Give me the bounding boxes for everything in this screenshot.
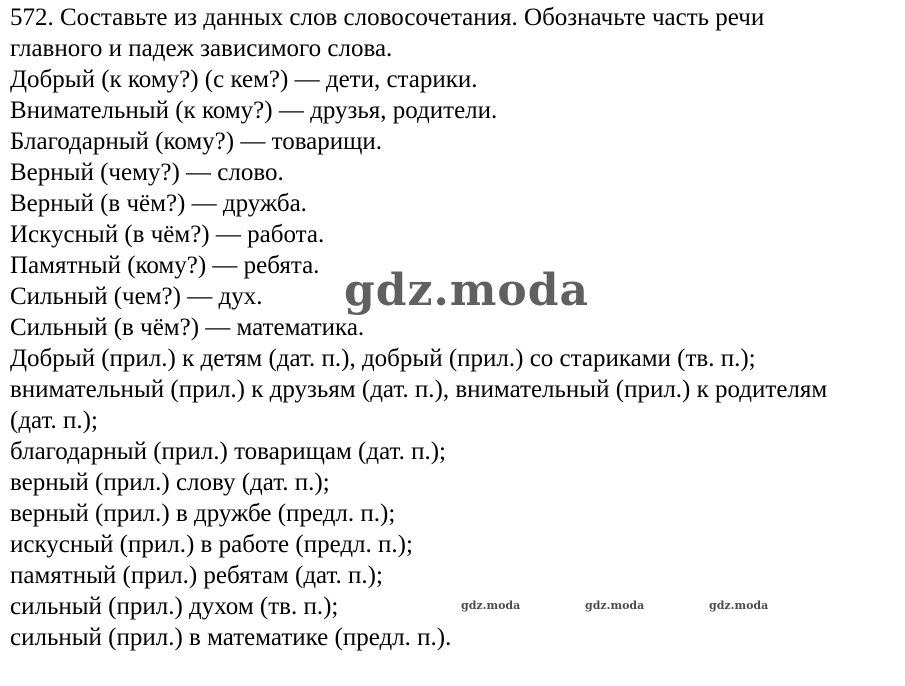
- word-pair-line: Сильный (в чём?) — математика.: [10, 314, 365, 341]
- answer-line: сильный (прил.) в математике (предл. п.).: [10, 624, 452, 651]
- exercise-task-line-2: главного и падеж зависимого слова.: [10, 35, 393, 62]
- answer-line: верный (прил.) в дружбе (предл. п.);: [10, 500, 396, 527]
- answer-line: (дат. п.);: [10, 407, 98, 434]
- word-pair-line: Искусный (в чём?) — работа.: [10, 221, 325, 248]
- word-pair-line: Внимательный (к кому?) — друзья, родители.: [10, 97, 498, 124]
- word-pair-line: Памятный (кому?) — ребята.: [10, 252, 320, 279]
- answer-line: благодарный (прил.) товарищам (дат. п.);: [10, 438, 446, 465]
- answer-line: памятный (прил.) ребятам (дат. п.);: [10, 562, 383, 589]
- answer-line: искусный (прил.) в работе (предл. п.);: [10, 531, 413, 558]
- word-pair-line: Сильный (чем?) — дух.: [10, 283, 263, 310]
- answer-line: внимательный (прил.) к друзьям (дат. п.), внимательный (прил.) к родителям: [10, 376, 828, 403]
- watermark-large: gdz.moda: [344, 265, 590, 316]
- exercise-task-line-1: 572. Составьте из данных слов словосочетания. Обозначьте часть речи: [10, 4, 765, 31]
- word-pair-line: Верный (в чём?) — дружба.: [10, 190, 307, 217]
- word-pair-line: Добрый (к кому?) (с кем?) — дети, старики.: [10, 66, 478, 93]
- word-pair-line: Верный (чему?) — слово.: [10, 159, 284, 186]
- answer-line: сильный (прил.) духом (тв. п.);: [10, 593, 339, 620]
- answer-line: верный (прил.) слову (дат. п.);: [10, 469, 330, 496]
- watermark-small: gdz.moda: [585, 599, 645, 612]
- word-pair-line: Благодарный (кому?) — товарищи.: [10, 128, 383, 155]
- watermark-small: gdz.moda: [709, 599, 769, 612]
- watermark-small: gdz.moda: [461, 599, 521, 612]
- answer-line: Добрый (прил.) к детям (дат. п.), добрый (прил.) со стариками (тв. п.);: [10, 345, 756, 372]
